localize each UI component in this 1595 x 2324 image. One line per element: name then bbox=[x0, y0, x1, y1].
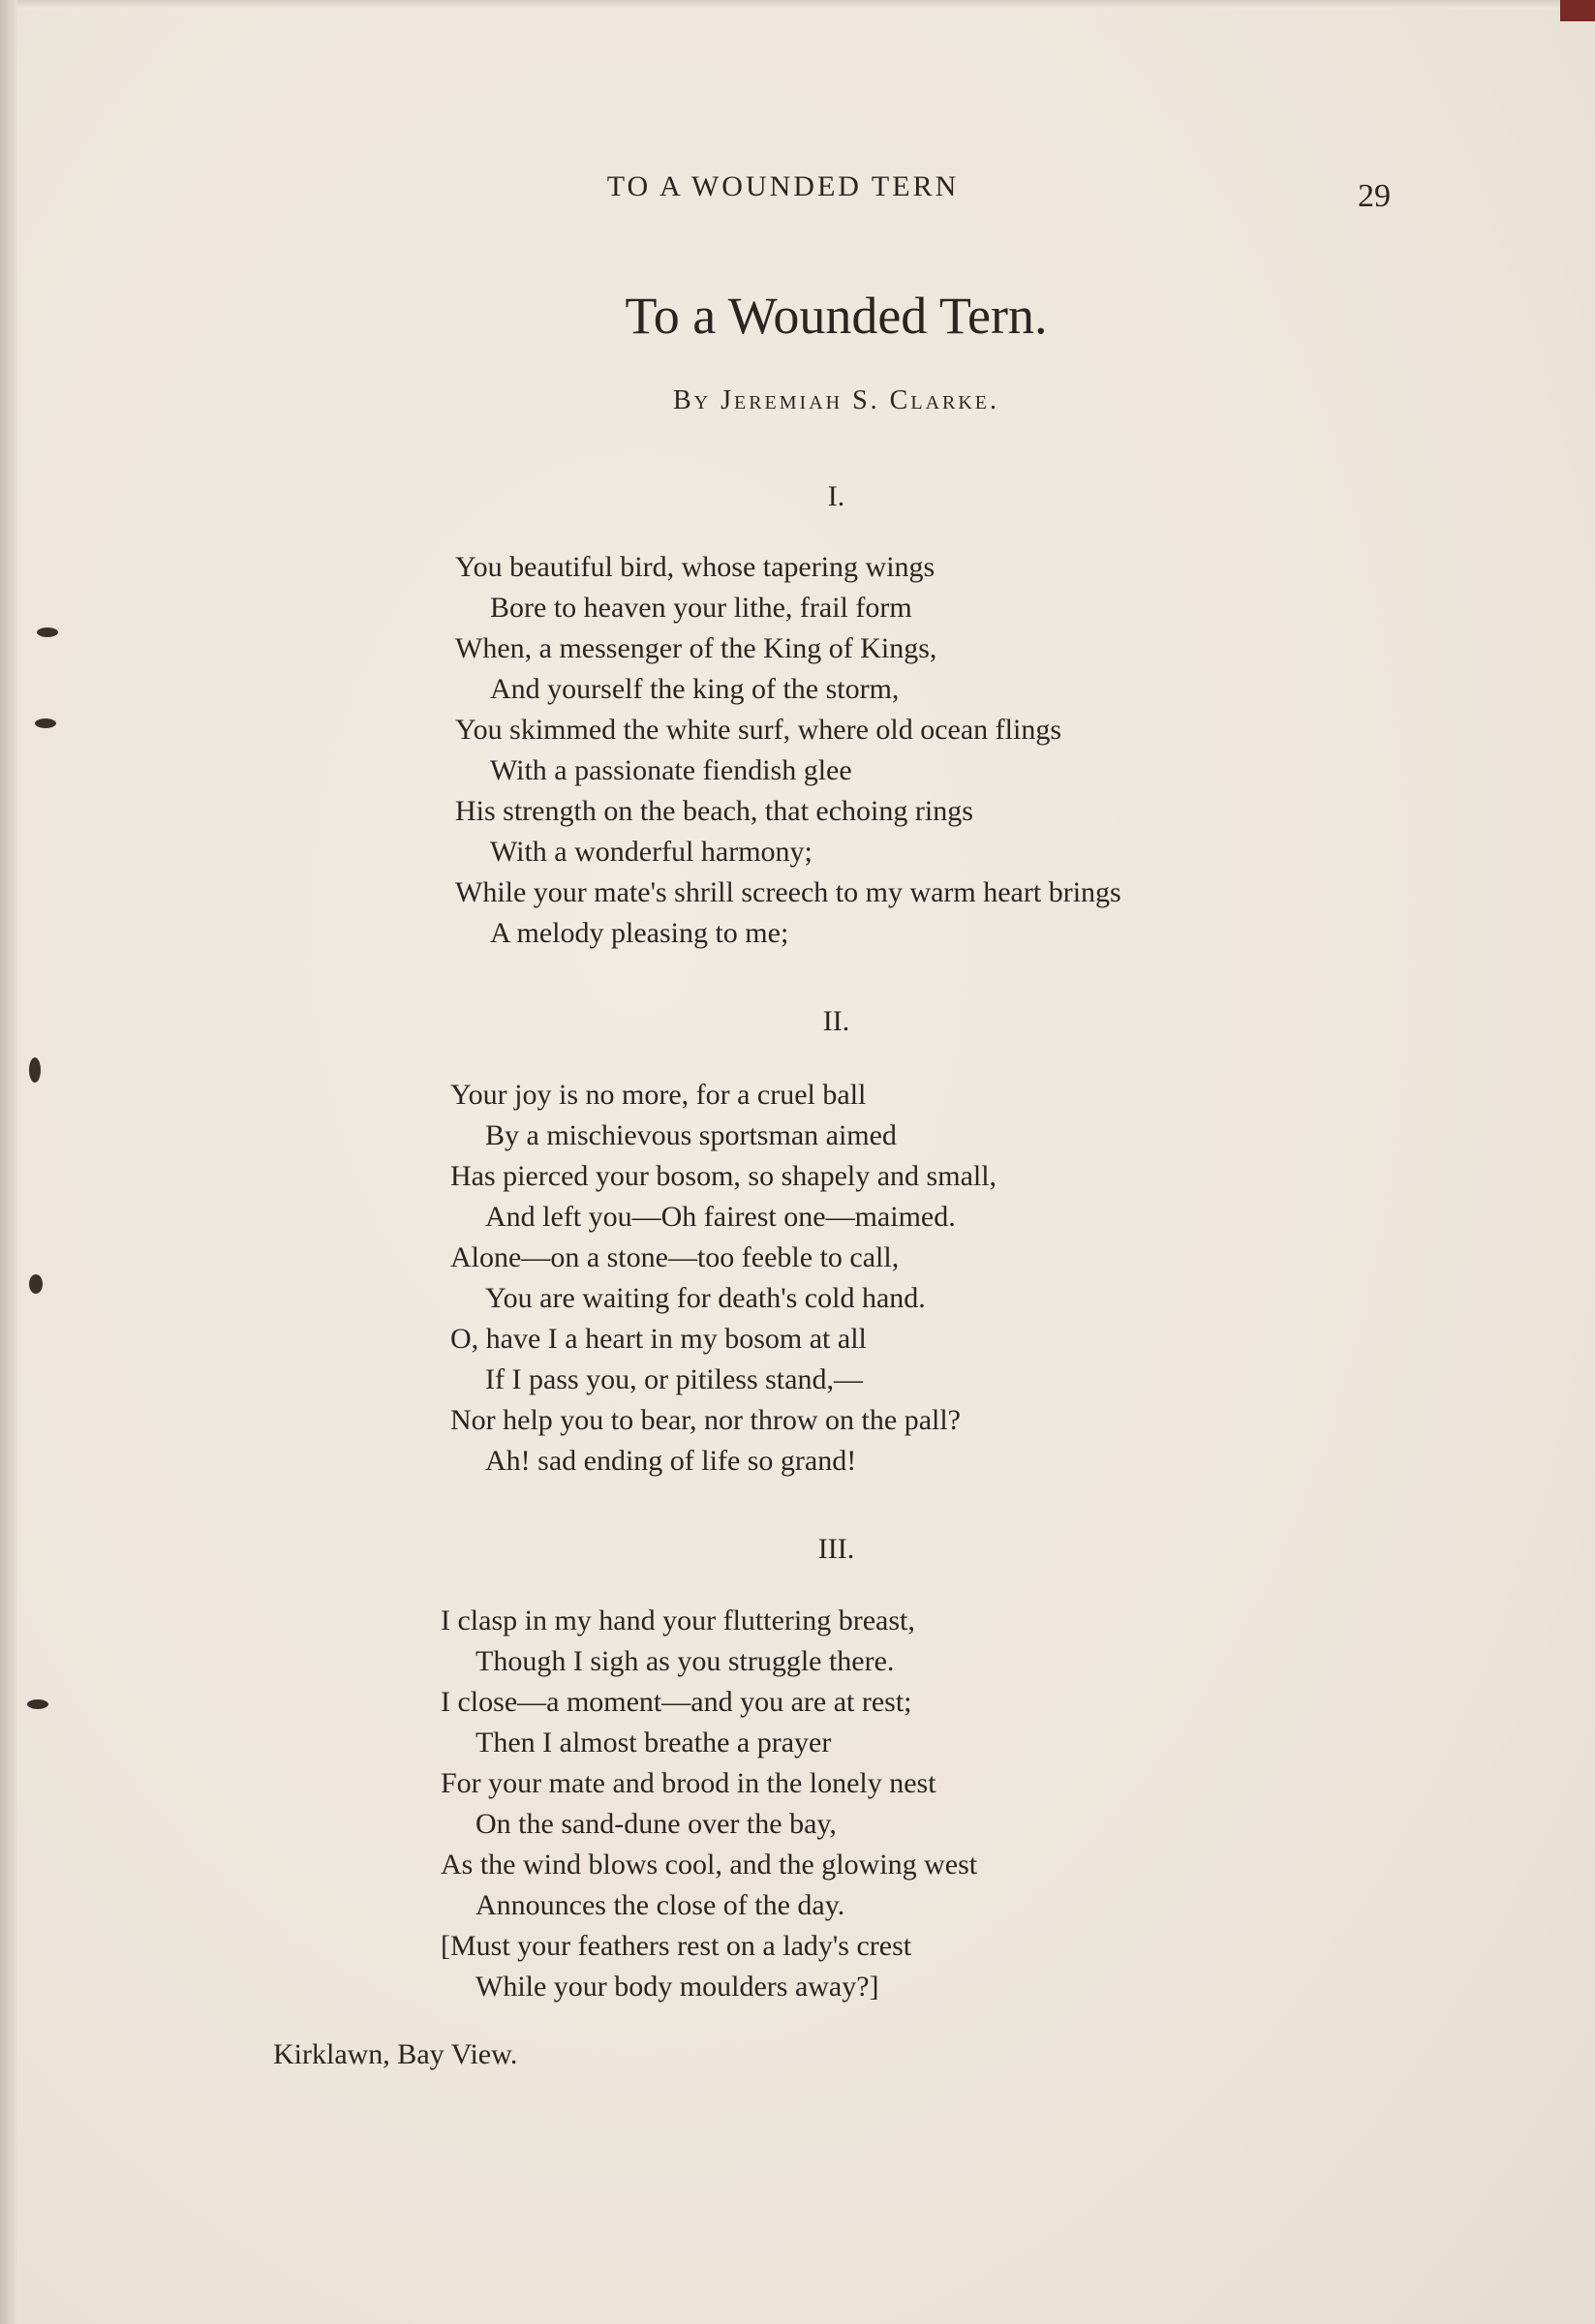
poem-line: Ah! sad ending of life so grand! bbox=[485, 1445, 857, 1477]
corner-tab bbox=[1560, 0, 1595, 21]
stanza-2 bbox=[450, 1075, 997, 1482]
poem-line: You beautiful bird, whose tapering wings bbox=[455, 551, 936, 583]
stanza-number: II. bbox=[822, 1005, 850, 1037]
edge-stain bbox=[29, 1057, 41, 1083]
poem-line: Though I sigh as you struggle there. bbox=[475, 1645, 895, 1677]
poem-line: [Must your feathers rest on a lady's crest bbox=[441, 1930, 912, 1962]
poem-line: For your mate and brood in the lonely nest bbox=[441, 1767, 936, 1799]
poem-line: While your mate's shrill screech to my warm heart brings bbox=[455, 876, 1121, 908]
page-left-edge bbox=[0, 0, 17, 2324]
poem-byline: By Jeremiah S. Clarke. bbox=[672, 385, 1000, 415]
poem-title: To a Wounded Tern. bbox=[625, 287, 1048, 345]
edge-stain bbox=[29, 1274, 43, 1294]
poem-line: Announces the close of the day. bbox=[475, 1889, 845, 1921]
edge-stain bbox=[27, 1699, 48, 1709]
poem-line: When, a messenger of the King of Kings, bbox=[455, 632, 937, 664]
poem-line: With a passionate fiendish glee bbox=[490, 754, 852, 786]
page-top-edge bbox=[0, 0, 1595, 10]
poem-line: On the sand-dune over the bay, bbox=[475, 1808, 837, 1840]
poem-line: His strength on the beach, that echoing rings bbox=[455, 795, 973, 827]
stanza-number: I. bbox=[827, 480, 845, 512]
poem-line: Bore to heaven your lithe, frail form bbox=[490, 592, 912, 624]
edge-stain bbox=[35, 719, 56, 728]
poem-line: And yourself the king of the storm, bbox=[490, 673, 900, 705]
poem-line: You are waiting for death's cold hand. bbox=[485, 1282, 926, 1314]
stanza-1 bbox=[455, 547, 1121, 954]
page-number: 29 bbox=[1358, 178, 1391, 214]
poem-line: I clasp in my hand your fluttering breast, bbox=[441, 1605, 915, 1636]
poem-line: And left you—Oh fairest one—maimed. bbox=[485, 1201, 956, 1233]
poem-line: By a mischievous sportsman aimed bbox=[485, 1119, 897, 1151]
running-title: TO A WOUNDED TERN bbox=[606, 170, 960, 202]
poem-line: Nor help you to bear, nor throw on the pall? bbox=[450, 1404, 961, 1436]
poem-signoff: Kirklawn, Bay View. bbox=[273, 2038, 518, 2070]
poem-line: Alone—on a stone—too feeble to call, bbox=[450, 1241, 900, 1273]
edge-stain bbox=[37, 627, 58, 637]
stanza-number: III. bbox=[817, 1533, 855, 1565]
poem-line: If I pass you, or pitiless stand,— bbox=[485, 1363, 863, 1395]
poem-line: A melody pleasing to me; bbox=[490, 917, 789, 949]
poem-line: With a wonderful harmony; bbox=[490, 836, 813, 868]
poem-line: Your joy is no more, for a cruel ball bbox=[450, 1079, 867, 1111]
poem-line: As the wind blows cool, and the glowing west bbox=[441, 1849, 978, 1881]
poem-line: Has pierced your bosom, so shapely and small, bbox=[450, 1160, 997, 1192]
stanza-3 bbox=[441, 1601, 977, 2007]
poem-line: While your body moulders away?] bbox=[475, 1971, 879, 2003]
poem-line: You skimmed the white surf, where old ocean flings bbox=[455, 714, 1062, 746]
poem-line: I close—a moment—and you are at rest; bbox=[441, 1686, 912, 1718]
poem-line: O, have I a heart in my bosom at all bbox=[450, 1323, 867, 1355]
poem-line: Then I almost breathe a prayer bbox=[475, 1727, 832, 1758]
running-head bbox=[0, 170, 1595, 203]
